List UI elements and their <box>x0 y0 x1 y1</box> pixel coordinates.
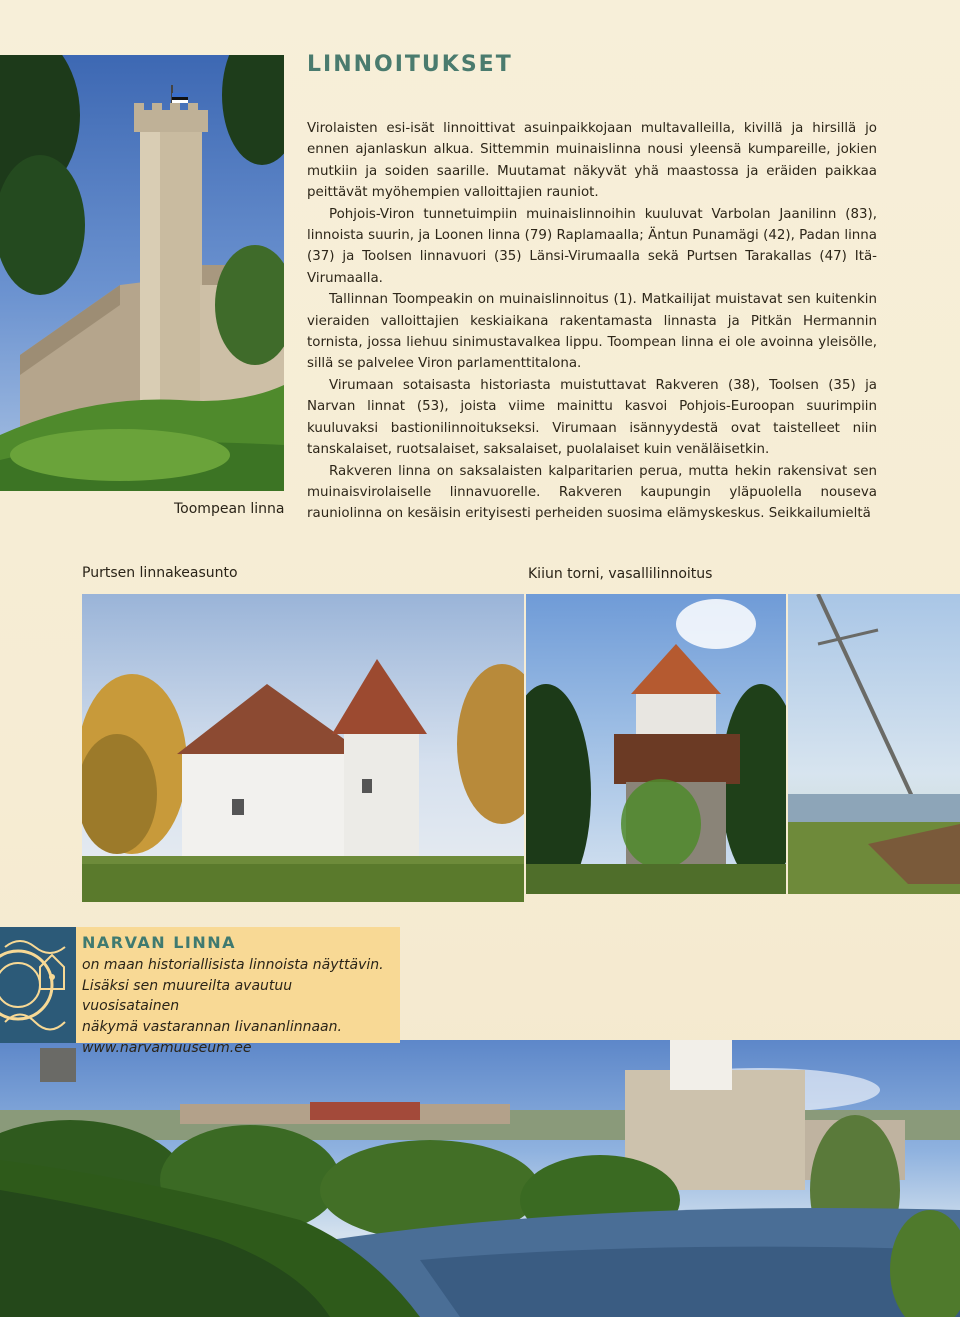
section-title: LINNOITUKSET <box>307 52 513 77</box>
shore-photo <box>788 594 960 894</box>
paragraph-1: Virolaisten esi-isät linnoittivat asuinpaikkojaan multavalleilla, kivillä ja hirsillä jo ennen ajanlaskun alkua. Sittemmin muinaislinna nousi yleensä kumpareille, jokien mutkiin ja soiden saarille. Muutamat näkyvät yhä maastossa ja eräiden paikkaa peittävät myöhempien valloittajien rauniot. <box>307 121 877 201</box>
paragraph-2: Pohjois-Viron tunnetuimpiin muinaislinnoihin kuuluvat Varbolan Jaanilinn (83), linnoista suurin, ja Loonen linna (79) Raplamaalla; Äntun Punamägi (42), Padan linna (37) ja Toolsen linnavuori (35) Länsi-Virumaalla sekä Purtsen Tarakallas (47) Itä-Virumaalla. <box>307 206 877 286</box>
infobox-url[interactable]: www.narvamuuseum.ee <box>82 1039 252 1056</box>
infobox-text <box>82 933 392 1059</box>
article-body <box>307 118 877 525</box>
caption-purtse: Purtsen linnakeasunto <box>82 565 238 581</box>
paragraph-5: Rakveren linna on saksalaisten kalparitarien perua, mutta hekin rakensivat sen muinaisvirolaiselle linnavuorelle. Rakveren kaupungin yläpuolella nouseva rauniolinna on kesäisin erityisesti perheiden suosima elämyskeskus. Seikkailumieltä <box>307 463 877 522</box>
kiiu-illustration <box>526 594 786 894</box>
purtse-photo <box>82 594 524 902</box>
purtse-illustration <box>82 594 524 902</box>
paragraph-3: Tallinnan Toompeakin on muinaislinnoitus (1). Matkailijat muistavat sen kuitenkin vieraiden valloittajien keskiaikana rakentamasta linnasta ja Pitkän Hermannin tornista, jossa liehuu sinimustavalkea lippu. Toompean linna ei ole avoinna yleisölle, sillä se palvelee Viron parlamenttitalona. <box>307 292 877 372</box>
folk-ornament-icon <box>0 927 76 1043</box>
paragraph-4: Virumaan sotaisasta historiasta muistuttavat Rakveren (38), Toolsen (35) ja Narvan linnat (53), joista viime mainittu kasvoi Pohjois-Euroopan suurimpiin kuuluvaksi bastionilinnoitukseksi. Virumaan isännyydestä ovat taistelleet niin tanskalaiset, ruotsalaiset, saksalaiset, puolalaiset kuin venäläisetkin. <box>307 377 877 458</box>
infobox-title: NARVAN LINNA <box>82 933 237 952</box>
caption-toompea: Toompean linna <box>174 501 285 517</box>
narva-photo <box>0 1040 960 1317</box>
infobox-line-3: näkymä vastarannan Iivananlinnaan. <box>82 1019 342 1036</box>
caption-kiiu: Kiiun torni, vasallilinnoitus <box>528 566 713 582</box>
toompea-photo <box>0 55 284 491</box>
narva-illustration <box>0 1040 960 1317</box>
shore-illustration <box>788 594 960 894</box>
infobox-line-1: on maan historiallisista linnoista näyttävin. <box>82 956 384 973</box>
toompea-illustration <box>0 55 284 491</box>
kiiu-photo <box>526 594 786 894</box>
infobox-line-2: Lisäksi sen muureilta avautuu vuosisatainen <box>82 977 293 1015</box>
